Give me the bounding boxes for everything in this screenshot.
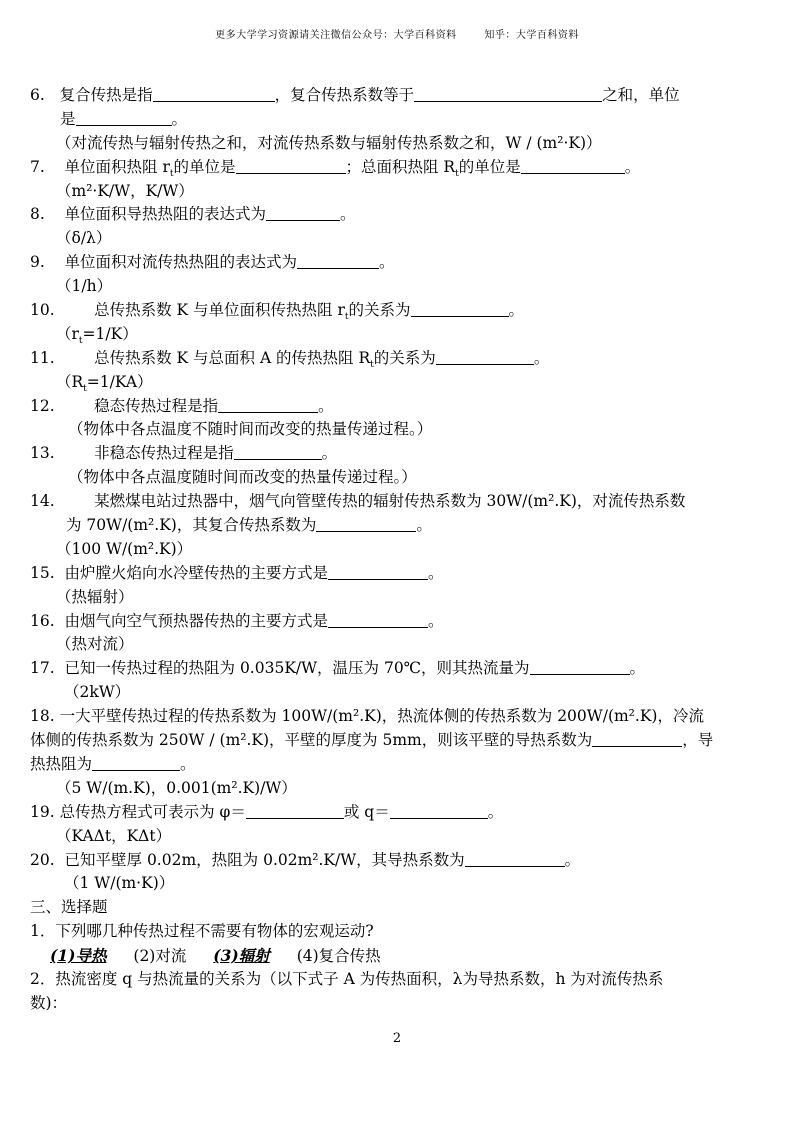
answer-blank — [236, 156, 346, 174]
mc-question-2: 2．热流密度 q 与热流量的关系为（以下式子 A 为传热面积，λ为导热系数，h 为对流传热系 — [30, 969, 664, 988]
question-number: 11. — [30, 348, 55, 367]
question-number: 8. — [30, 205, 45, 224]
answer-blank — [76, 108, 172, 126]
question-number: 10. — [30, 301, 55, 320]
answer-blank — [521, 156, 625, 174]
answer-16: （热对流） — [56, 635, 134, 654]
answer-20: （1 W/(m·K)） — [64, 874, 175, 893]
question-text: 是 — [60, 109, 76, 128]
answer-12: （物体中各点温度不随时间而改变的热量传递过程。） — [68, 420, 433, 439]
question-text: 总传热系数 K 与总面积 A 的传热热阻 R — [94, 348, 371, 367]
question-text: 。 — [564, 850, 581, 869]
answer-blank — [234, 442, 322, 460]
question-17 — [30, 657, 775, 681]
answer-8: （δ/λ） — [56, 229, 112, 248]
question-18-cont — [30, 729, 775, 753]
question-number: 17. — [30, 659, 55, 678]
subscript: t — [455, 168, 459, 179]
question-text: 热热阻为 — [30, 754, 93, 773]
page-number: 2 — [392, 1031, 402, 1046]
answer-15: （热辐射） — [56, 587, 134, 606]
question-text: 。 — [180, 754, 196, 773]
option-3-selected: (3)辐射 — [213, 946, 270, 966]
mc-options-1 — [30, 944, 775, 968]
answer-9: （1/h） — [56, 277, 113, 296]
answer-text: （R — [56, 372, 84, 391]
option-1-selected: (1)导热 — [50, 946, 107, 966]
question-text: 总传热系数 K 与单位面积传热热阻 r — [94, 301, 345, 320]
question-text: 的关系为 — [373, 348, 436, 367]
question-text: 非稳态传热过程是指 — [94, 444, 234, 463]
option-2: (2)对流 — [133, 947, 187, 966]
question-13 — [30, 442, 775, 466]
document-body — [30, 84, 775, 1016]
question-text: 。 — [533, 348, 550, 367]
subscript: t — [83, 383, 87, 394]
question-6 — [30, 84, 775, 108]
answer-13: （物体中各点温度随时间而改变的热量传递过程。） — [68, 468, 417, 487]
answer-text: （r — [56, 324, 79, 343]
question-text: 单位面积热阻 r — [64, 157, 170, 176]
question-number: 6. — [30, 86, 45, 104]
question-number: 16. — [30, 611, 55, 630]
answer-18: （5 W/(m.K)，0.001(m².K)/W） — [56, 778, 297, 797]
section-heading: 三、选择题 — [30, 898, 108, 917]
question-6-cont — [30, 108, 775, 132]
question-14 — [30, 490, 775, 514]
question-text: 。 — [321, 444, 338, 463]
question-9 — [30, 251, 775, 275]
answer-19: （KAΔt，KΔt） — [56, 826, 172, 845]
answer-blank — [465, 849, 565, 867]
question-18-cont2 — [30, 753, 775, 777]
answer-blank — [153, 84, 275, 102]
question-text: 。 — [171, 109, 188, 128]
answer-blank — [414, 84, 602, 102]
mc-question-2-cont: 数)： — [30, 993, 68, 1012]
answer-text: =1/KA） — [86, 372, 153, 391]
question-16 — [30, 610, 775, 634]
question-20 — [30, 849, 775, 873]
question-text: 已知平壁厚 0.02m，热阻为 0.02m².K/W，其导热系数为 — [64, 850, 465, 869]
question-text: 。 — [629, 659, 646, 678]
question-8 — [30, 203, 775, 227]
question-text: 由炉膛火焰向水冷壁传热的主要方式是 — [64, 563, 329, 582]
question-text: 为 70W/(m².K)，其复合传热系数为 — [66, 516, 317, 535]
question-7 — [30, 156, 775, 180]
question-text: 复合传热是指 — [59, 86, 153, 104]
question-number: 9. — [30, 253, 45, 272]
option-4: (4)复合传热 — [296, 947, 381, 966]
question-15 — [30, 562, 775, 586]
question-text: 。 — [428, 563, 444, 582]
answer-blank — [218, 395, 318, 413]
question-text: 。 — [379, 253, 395, 272]
header-wechat-text: 更多大学学习资源请关注微信公众号：大学百科资料 — [215, 30, 457, 41]
answer-7: （m²·K/W，K/W） — [56, 181, 194, 200]
question-text: 总传热方程式可表示为 φ＝ — [59, 802, 246, 821]
question-text: 。 — [508, 301, 525, 320]
question-number: 20. — [30, 850, 55, 869]
question-text: 的单位是 — [173, 157, 236, 176]
question-number: 15. — [30, 563, 55, 582]
question-number: 19. — [30, 802, 55, 821]
question-12 — [30, 395, 775, 419]
header-zhihu-text: 知乎：大学百科资料 — [484, 30, 579, 41]
question-text: 。 — [487, 802, 504, 821]
question-text: 一大平壁传热过程的传热系数为 100W/(m².K)，热流体侧的传热系数为 200W/(m².K)，冷流 — [59, 707, 704, 726]
answer-11 — [30, 371, 775, 395]
question-text: 某燃煤电站过热器中，烟气向管壁传热的辐射传热系数为 30W/(m².K)，对流传热系数 — [94, 492, 686, 511]
answer-blank — [530, 657, 630, 675]
question-number: 12. — [30, 396, 55, 415]
question-10 — [30, 299, 775, 323]
question-number: 18. — [30, 707, 55, 726]
answer-blank — [246, 801, 344, 819]
question-text: 。 — [416, 516, 432, 535]
answer-blank — [297, 251, 379, 269]
answer-text: =1/K） — [82, 324, 138, 343]
question-text: 的关系为 — [348, 301, 411, 320]
question-text: 。 — [624, 157, 641, 176]
question-number: 14. — [30, 492, 55, 511]
question-text: 。 — [428, 611, 444, 630]
subscript: t — [344, 312, 349, 323]
question-text: ，复合传热系数等于 — [274, 86, 415, 104]
question-text: ；总面积热阻 R — [345, 157, 456, 176]
mc-question-1: 1．下列哪几种传热过程不需要有物体的宏观运动? — [30, 922, 374, 941]
question-number: 7. — [30, 157, 45, 176]
question-text: 由烟气向空气预热器传热的主要方式是 — [64, 611, 329, 630]
subscript: t — [169, 168, 174, 179]
answer-blank — [328, 562, 428, 580]
answer-10 — [30, 323, 775, 347]
question-11 — [30, 347, 775, 371]
subscript: t — [370, 359, 374, 370]
question-text: 或 q＝ — [343, 802, 390, 821]
answer-blank — [390, 801, 488, 819]
question-text: 已知一传热过程的热阻为 0.035K/W，温压为 70℃，则其热流量为 — [64, 659, 530, 678]
answer-blank — [316, 514, 416, 532]
question-text: 的单位是 — [458, 157, 521, 176]
answer-blank — [266, 203, 340, 221]
question-text: 单位面积对流传热热阻的表达式为 — [64, 253, 298, 272]
question-19 — [30, 801, 775, 825]
question-text: 稳态传热过程是指 — [94, 396, 219, 415]
question-text: 体侧的传热系数为 250W / (m².K)，平壁的厚度为 5mm，则该平壁的导热系数为 — [30, 731, 593, 750]
answer-blank — [436, 347, 534, 365]
question-number: 13. — [30, 444, 55, 463]
answer-blank — [92, 753, 180, 771]
answer-17: （2kW） — [64, 683, 131, 702]
question-text: 单位面积导热热阻的表达式为 — [64, 205, 267, 224]
answer-blank — [411, 299, 509, 317]
question-text: 之和，单位 — [602, 86, 680, 104]
answer-blank — [328, 610, 428, 628]
answer-6: （对流传热与辐射传热之和，对流传热系数与辐射传热系数之和，W / (m²·K)） — [56, 133, 602, 152]
answer-blank — [592, 729, 682, 747]
page-header — [0, 26, 794, 41]
question-18 — [30, 705, 775, 729]
question-text: ，导 — [682, 731, 714, 750]
question-14-cont — [30, 514, 775, 538]
subscript: t — [78, 336, 83, 346]
question-text: 。 — [318, 396, 334, 415]
answer-14: （100 W/(m².K)） — [56, 539, 193, 558]
question-text: 。 — [340, 205, 356, 224]
